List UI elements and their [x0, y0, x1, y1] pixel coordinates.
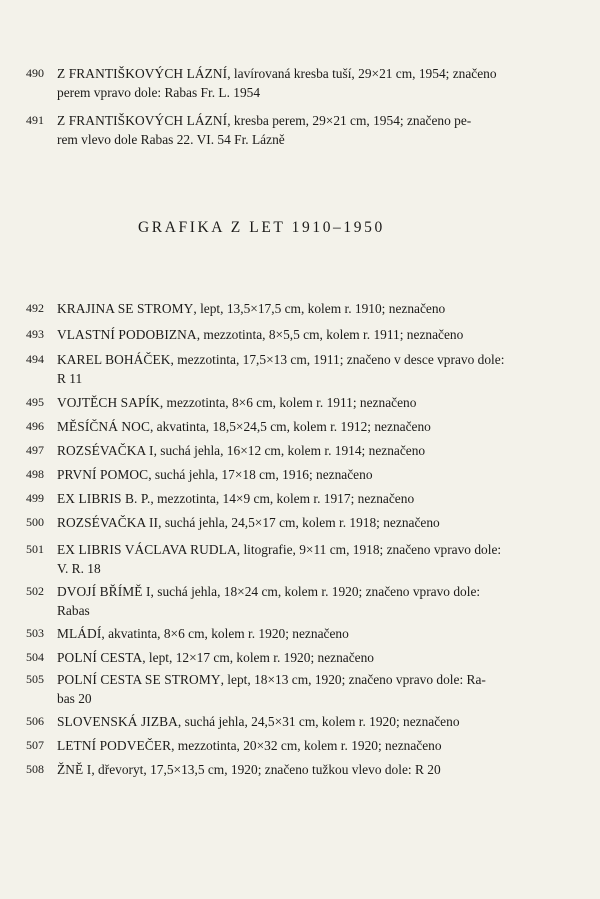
catalog-entry-501	[26, 540, 526, 578]
entry-details: , lept, 12×17 cm, kolem r. 1920; neznačeno	[142, 650, 375, 665]
entry-details: , suchá jehla, 24,5×17 cm, kolem r. 1918; neznačeno	[158, 515, 440, 530]
entry-number: 508	[26, 762, 44, 776]
entry-details: , mezzotinta, 17,5×13 cm, 1911; značeno v desce vpravo dole:	[170, 352, 505, 367]
entry-title: DVOJÍ BŘÍMĚ I	[57, 584, 151, 599]
entry-details: , mezzotinta, 8×6 cm, kolem r. 1911; neznačeno	[159, 395, 417, 410]
catalog-entry-502	[26, 582, 526, 620]
catalog-entry-490	[26, 64, 526, 102]
catalog-entry-495	[26, 393, 526, 412]
section-heading: GRAFIKA Z LET 1910–1950	[138, 219, 385, 236]
entry-details: , akvatinta, 8×6 cm, kolem r. 1920; neznačeno	[101, 626, 349, 641]
entry-title: PRVNÍ POMOC	[57, 467, 149, 482]
entry-number: 506	[26, 714, 44, 728]
catalog-entry-504	[26, 648, 526, 667]
entry-title: MĚSÍČNÁ NOC	[57, 419, 150, 434]
entry-title: EX LIBRIS VÁCLAVA RUDLA	[57, 542, 237, 557]
entry-number: 491	[26, 113, 44, 127]
entry-details: , suchá jehla, 16×12 cm, kolem r. 1914; neznačeno	[153, 443, 426, 458]
entry-title: Z FRANTIŠKOVÝCH LÁZNÍ	[57, 66, 228, 81]
entry-details: , lavírovaná kresba tuší, 29×21 cm, 1954; značeno	[227, 66, 497, 81]
entry-details: , suchá jehla, 24,5×31 cm, kolem r. 1920; neznačeno	[177, 714, 460, 729]
entry-details: , dřevoryt, 17,5×13,5 cm, 1920; značeno tužkou vlevo dole: R 20	[91, 762, 441, 777]
entry-number: 499	[26, 491, 44, 505]
catalog-entry-506	[26, 712, 526, 731]
entry-details-continued: rem vlevo dole Rabas 22. VI. 54 Fr. Lázně	[57, 132, 285, 147]
entry-number: 490	[26, 66, 44, 80]
entry-number: 493	[26, 327, 44, 341]
entry-number: 502	[26, 584, 44, 598]
entry-details-continued: bas 20	[57, 691, 92, 706]
entry-details: , litografie, 9×11 cm, 1918; značeno vpravo dole:	[236, 542, 502, 557]
catalog-entry-507	[26, 736, 526, 755]
entry-number: 497	[26, 443, 44, 457]
entry-number: 503	[26, 626, 44, 640]
entry-title: ŽNĚ I	[57, 762, 92, 777]
entry-title: KRAJINA SE STROMY	[57, 301, 194, 316]
catalog-entry-493	[26, 325, 526, 344]
entry-details: , mezzotinta, 8×5,5 cm, kolem r. 1911; neznačeno	[196, 327, 464, 342]
entry-title: VLASTNÍ PODOBIZNA	[57, 327, 197, 342]
catalog-entry-505	[26, 670, 526, 708]
entry-number: 500	[26, 515, 44, 529]
entry-details: , suchá jehla, 17×18 cm, 1916; neznačeno	[148, 467, 373, 482]
entry-details-continued: V. R. 18	[57, 561, 101, 576]
catalog-entry-508	[26, 760, 526, 779]
entry-title: POLNÍ CESTA	[57, 650, 143, 665]
catalog-entry-498	[26, 465, 526, 484]
entry-number: 495	[26, 395, 44, 409]
entry-details: , mezzotinta, 14×9 cm, kolem r. 1917; neznačeno	[150, 491, 415, 506]
entry-title: KAREL BOHÁČEK	[57, 352, 171, 367]
catalog-entry-494	[26, 350, 526, 388]
catalog-entry-496	[26, 417, 526, 436]
entry-title: VOJTĚCH SAPÍK	[57, 395, 160, 410]
entry-number: 498	[26, 467, 44, 481]
entry-number: 504	[26, 650, 44, 664]
catalog-entry-500	[26, 513, 526, 532]
entry-title: ROZSÉVAČKA II	[57, 515, 159, 530]
entry-number: 507	[26, 738, 44, 752]
catalog-entry-497	[26, 441, 526, 460]
entry-title: ROZSÉVAČKA I	[57, 443, 154, 458]
entry-details: , akvatinta, 18,5×24,5 cm, kolem r. 1912; neznačeno	[149, 419, 431, 434]
entry-title: LETNÍ PODVEČER	[57, 738, 172, 753]
entry-title: MLÁDÍ	[57, 626, 102, 641]
catalog-entry-492	[26, 299, 526, 318]
entry-details-continued: Rabas	[57, 603, 90, 618]
entry-title: SLOVENSKÁ JIZBA	[57, 714, 178, 729]
catalog-entry-491	[26, 111, 526, 149]
entry-number: 501	[26, 542, 44, 556]
entry-number: 492	[26, 301, 44, 315]
entry-title: EX LIBRIS B. P.	[57, 491, 151, 506]
entry-details-continued: R 11	[57, 371, 83, 386]
entry-title: POLNÍ CESTA SE STROMY	[57, 672, 221, 687]
entry-details: , lept, 13,5×17,5 cm, kolem r. 1910; neznačeno	[193, 301, 446, 316]
entry-details: , suchá jehla, 18×24 cm, kolem r. 1920; značeno vpravo dole:	[150, 584, 481, 599]
entry-details: , kresba perem, 29×21 cm, 1954; značeno pe-	[227, 113, 472, 128]
catalog-entry-499	[26, 489, 526, 508]
entry-details: , lept, 18×13 cm, 1920; značeno vpravo dole: Ra-	[220, 672, 486, 687]
entry-details: , mezzotinta, 20×32 cm, kolem r. 1920; neznačeno	[171, 738, 442, 753]
entry-number: 494	[26, 352, 44, 366]
entry-number: 505	[26, 672, 44, 686]
catalog-entry-503	[26, 624, 526, 643]
entry-details-continued: perem vpravo dole: Rabas Fr. L. 1954	[57, 85, 261, 100]
entry-title: Z FRANTIŠKOVÝCH LÁZNÍ	[57, 113, 228, 128]
entry-number: 496	[26, 419, 44, 433]
